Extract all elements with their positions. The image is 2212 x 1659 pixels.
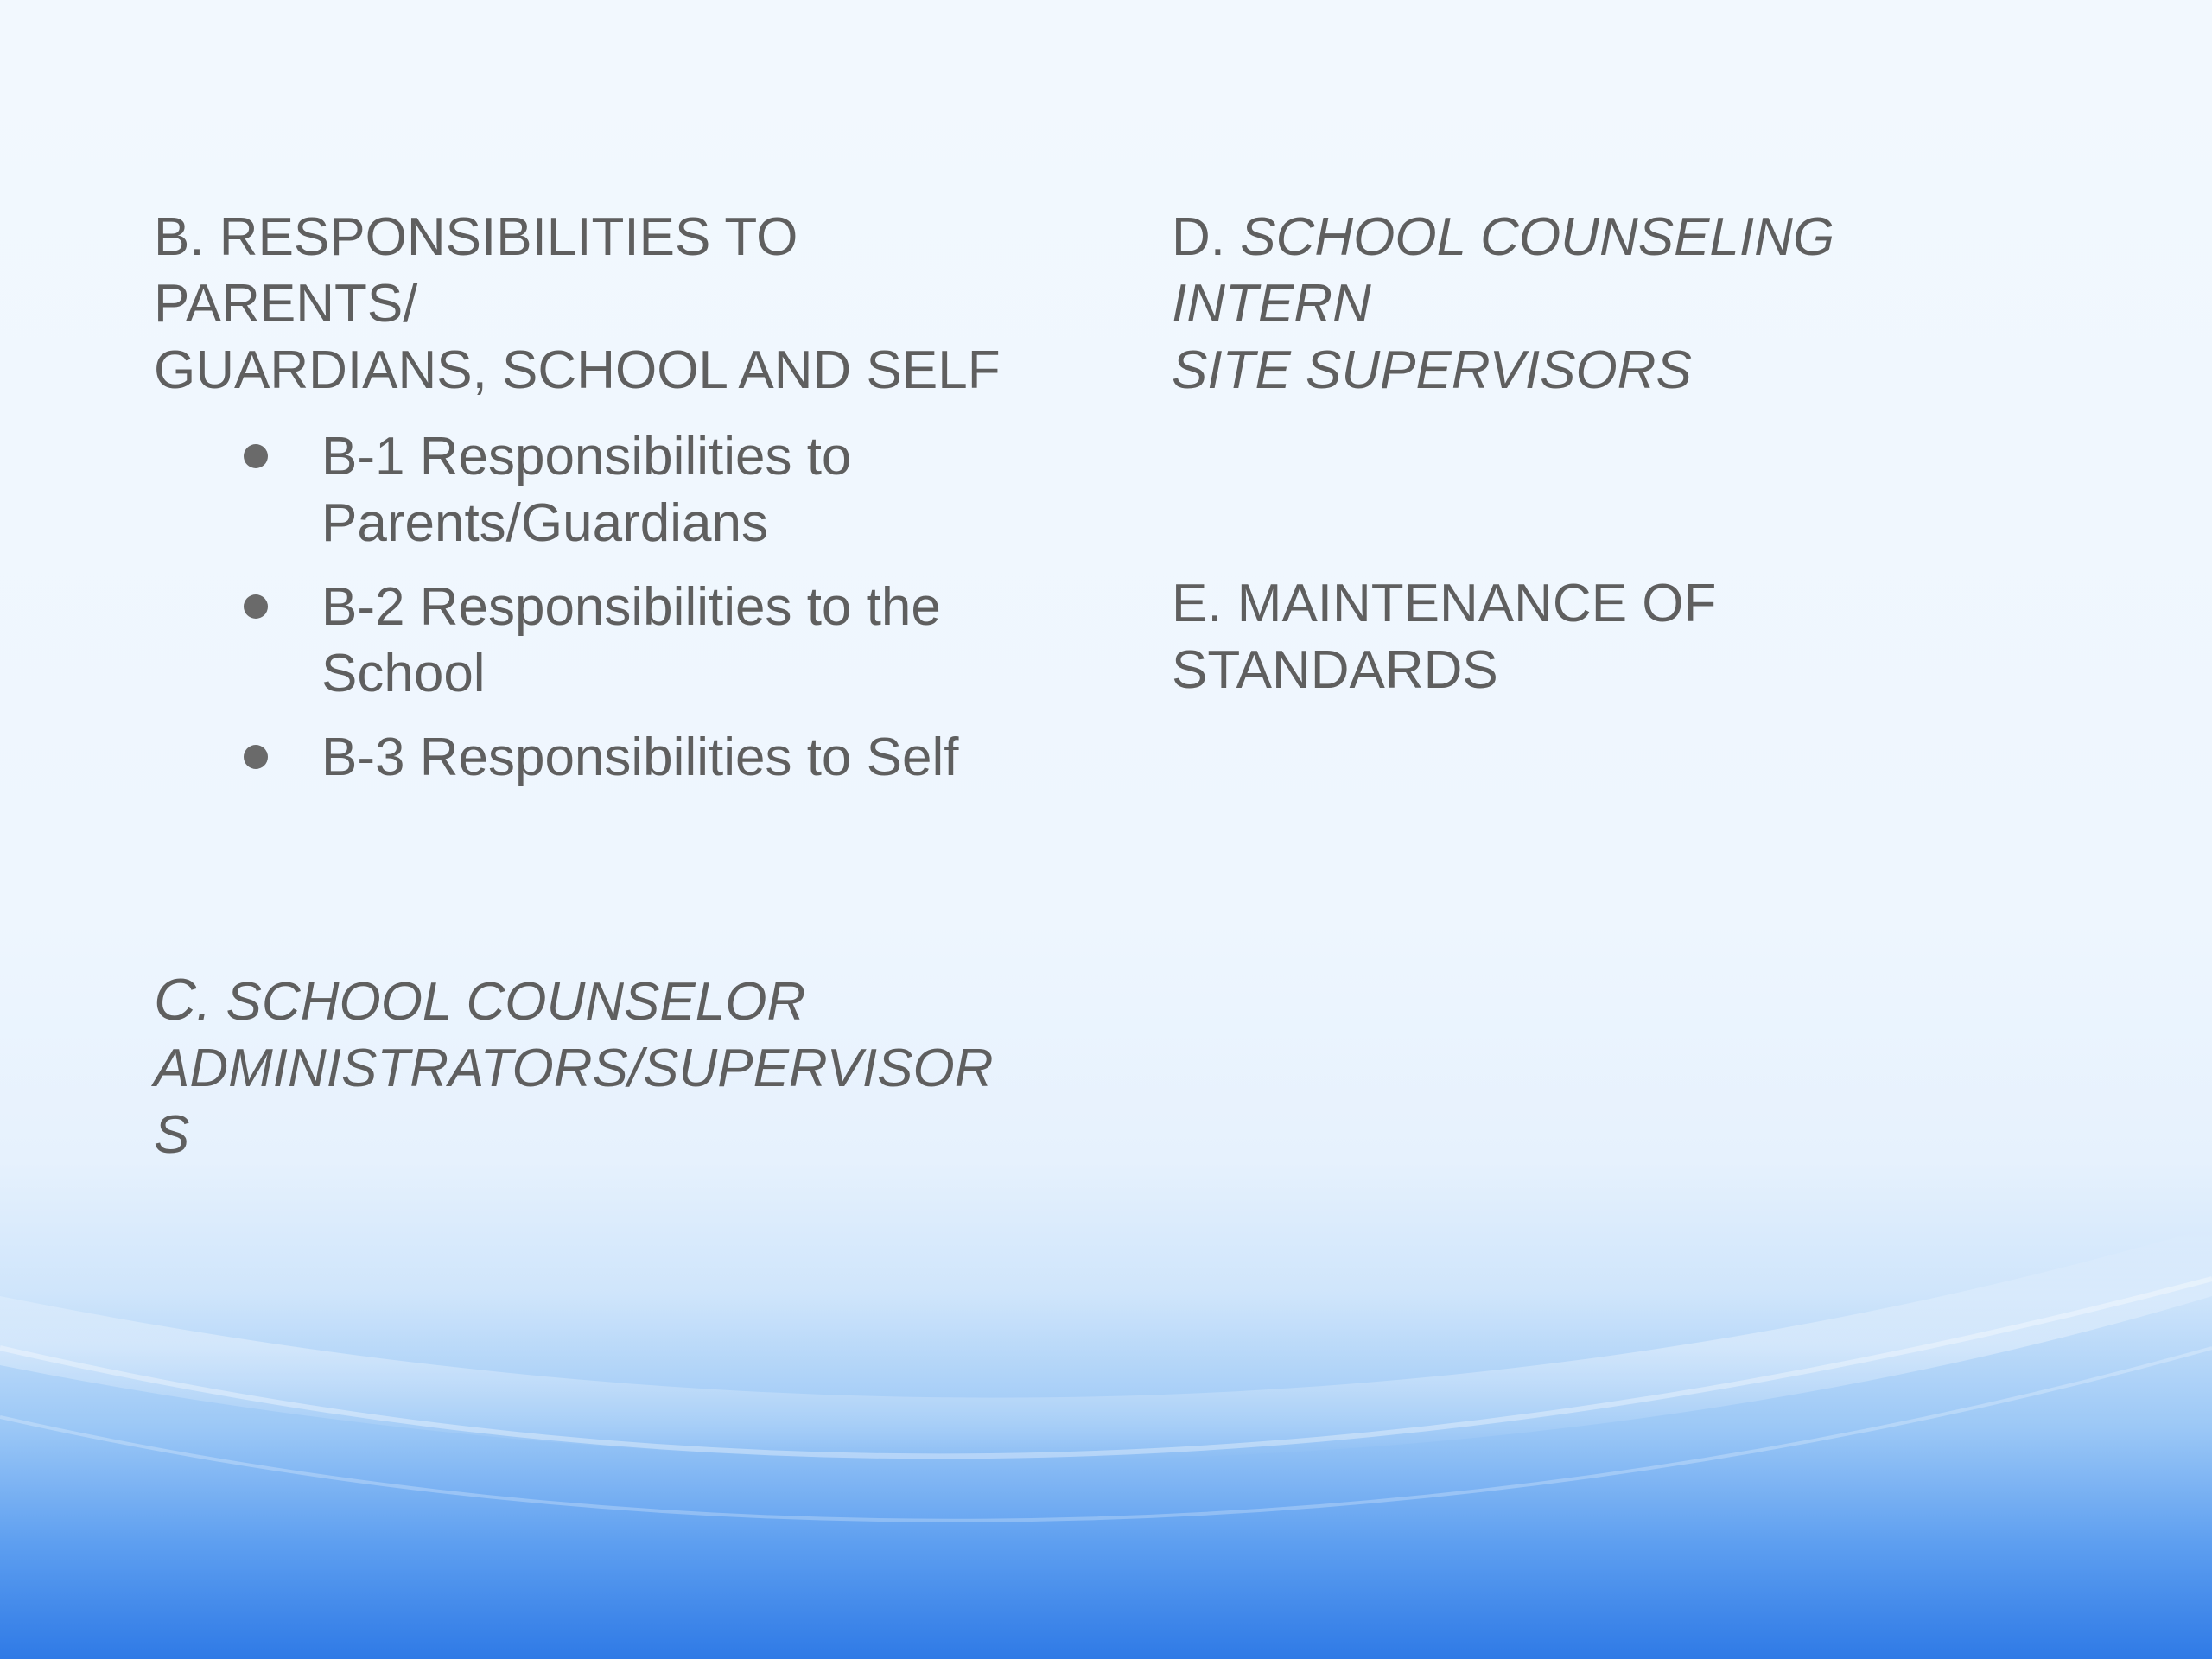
section-d-title-line: SCHOOL COUNSELING — [1240, 207, 1835, 267]
section-e-title-line: E. MAINTENANCE OF — [1172, 574, 1717, 633]
section-e-heading — [1172, 570, 1716, 703]
section-b-title-line: B. RESPONSIBILITIES TO — [154, 207, 798, 267]
list-item-text: B-3 Responsibilities to Self — [321, 728, 959, 787]
bullet-icon — [244, 594, 268, 619]
section-d-title-line: SITE SUPERVISORS — [1172, 340, 1692, 400]
section-d-prefix: D. — [1172, 207, 1241, 267]
list-item — [233, 724, 958, 791]
section-b-title-line: PARENTS/ — [154, 274, 418, 334]
bullet-icon — [244, 444, 268, 468]
section-b-heading — [154, 204, 1001, 404]
list-item-text: B-2 Responsibilities to the — [321, 577, 941, 637]
section-c-title-line: ADMINISTRATORS/SUPERVISOR — [154, 1039, 994, 1098]
list-item — [233, 423, 958, 556]
list-item-text: B-1 Responsibilities to — [321, 427, 852, 486]
list-item-text: School — [321, 644, 486, 703]
section-b-list — [233, 423, 958, 808]
list-item-text: Parents/Guardians — [321, 493, 768, 553]
section-b-title-line: GUARDIANS, SCHOOL AND SELF — [154, 340, 1001, 400]
bullet-icon — [244, 745, 268, 769]
section-c-title-line: S — [154, 1105, 190, 1165]
section-c-prefix: C — [154, 967, 197, 1033]
section-d-title-line: INTERN — [1172, 274, 1371, 334]
section-d-heading — [1172, 204, 1834, 404]
section-c-heading — [154, 967, 994, 1168]
section-c-title-line: . SCHOOL COUNSELOR — [196, 972, 806, 1032]
section-e-title-line: STANDARDS — [1172, 640, 1498, 700]
list-item — [233, 574, 958, 707]
